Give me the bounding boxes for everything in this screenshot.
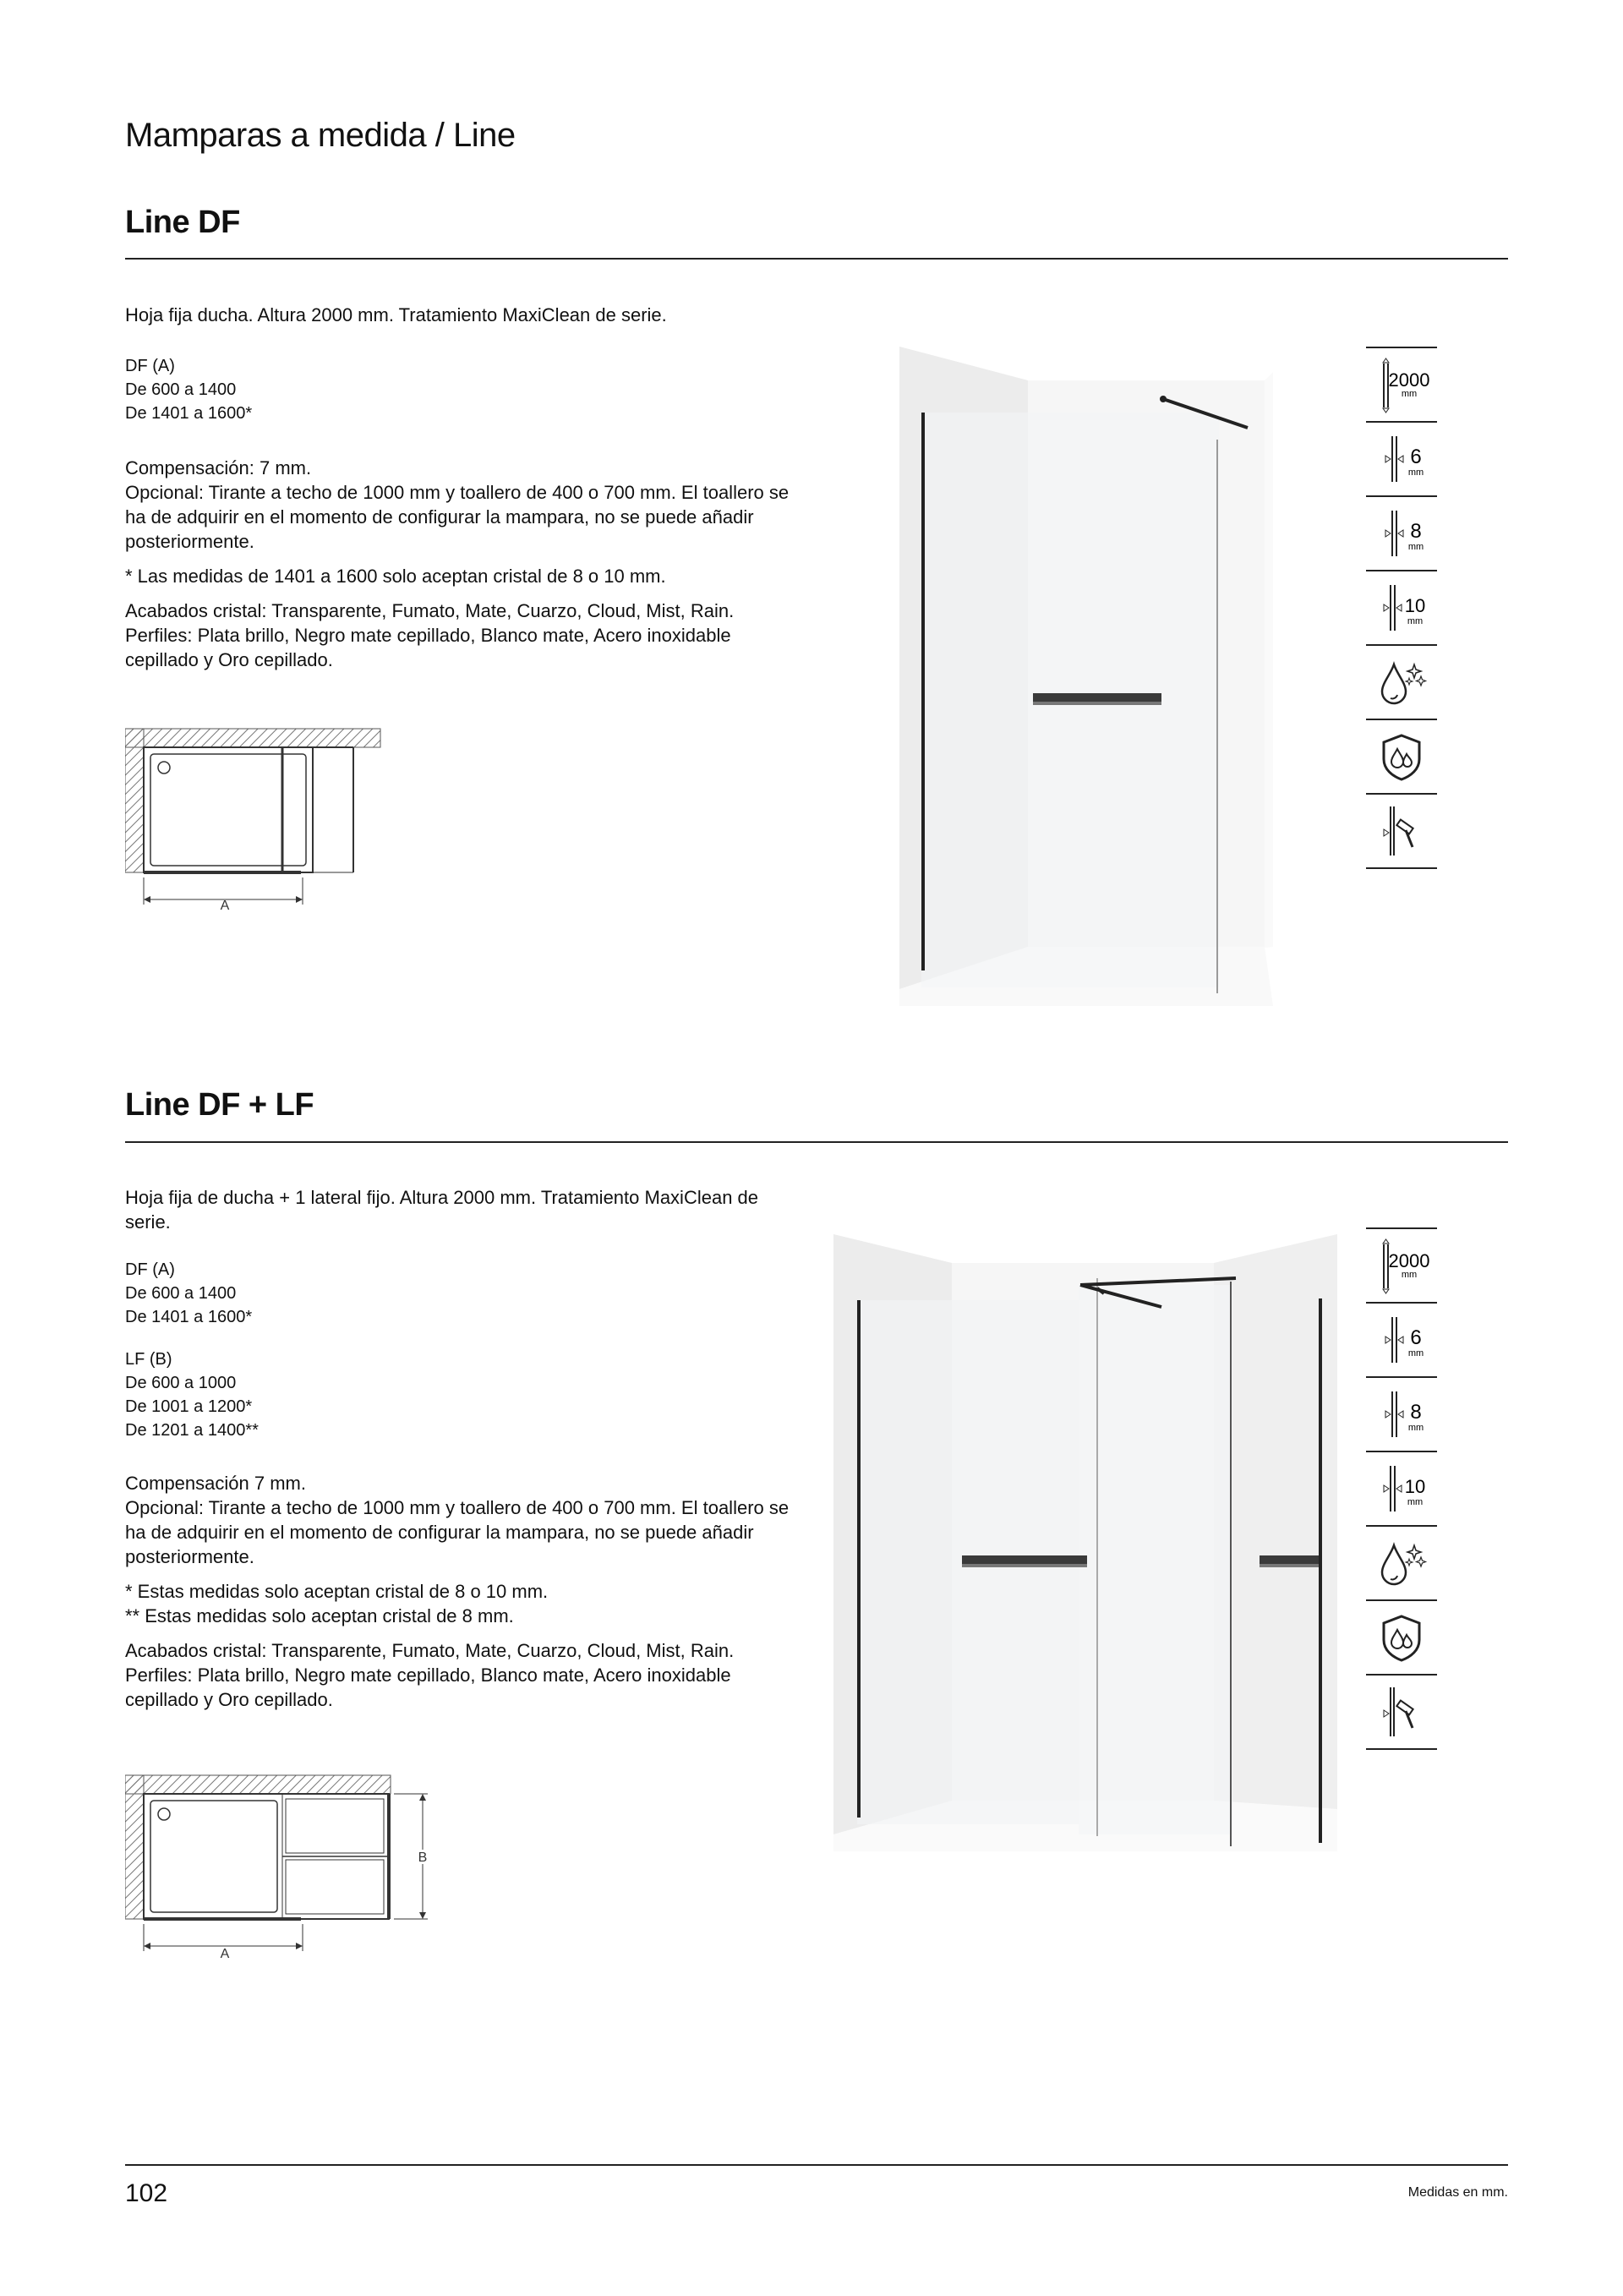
svg-text:mm: mm: [1407, 616, 1424, 626]
glass-thickness-icon-10mm: [1366, 571, 1437, 646]
svg-text:6: 6: [1410, 1326, 1422, 1349]
svg-text:10: 10: [1404, 1476, 1426, 1497]
size-range: De 600 a 1400: [125, 380, 237, 399]
section-title-line-df-lf: Line DF + LF: [125, 1087, 314, 1123]
description: Hoja fija de ducha + 1 lateral fijo. Altura 2000 mm. Tratamiento MaxiClean de serie.: [125, 1187, 759, 1233]
note: ** Estas medidas solo aceptan cristal de 8 mm.: [125, 1605, 514, 1626]
size-range: De 1201 a 1400**: [125, 1421, 259, 1440]
svg-text:mm: mm: [1401, 389, 1418, 399]
size-label: DF (A): [125, 1260, 175, 1279]
optional-text: Opcional: Tirante a techo de 1000 mm y toallero de 400 o 700 mm. El toallero se ha de adquirir en el momento de configurar la mampara, no se puede añadir posteriormente.: [125, 1497, 790, 1567]
easy-clean-icon: [1366, 646, 1437, 720]
glass-thickness-icon-6mm: [1366, 1304, 1437, 1378]
anti-limescale-shield-icon: [1366, 1601, 1437, 1676]
compensation: Compensación: 7 mm.: [125, 457, 312, 478]
svg-text:mm: mm: [1401, 1270, 1418, 1280]
svg-text:mm: mm: [1407, 542, 1424, 552]
height-icon: [1366, 1227, 1437, 1304]
compensation: Compensación 7 mm.: [125, 1473, 306, 1494]
anti-limescale-shield-icon: [1366, 720, 1437, 795]
finishes-profiles: Perfiles: Plata brillo, Negro mate cepillado, Blanco mate, Acero inoxidable cepillado y Oro cepillado.: [125, 1665, 731, 1710]
section-title-line-df: Line DF: [125, 205, 240, 240]
section-divider: [125, 258, 1508, 260]
section-text-line-df: [125, 303, 793, 672]
svg-text:8: 8: [1410, 520, 1422, 543]
glass-thickness-icon-6mm: [1366, 423, 1437, 497]
svg-text:2000: 2000: [1388, 1250, 1430, 1271]
floor-plan-diagram-df: [125, 727, 396, 923]
page-number: 102: [125, 2179, 168, 2207]
dimension-label-a: A: [220, 899, 230, 913]
finishes-glass: Acabados cristal: Transparente, Fumato, Mate, Cuarzo, Cloud, Mist, Rain.: [125, 600, 735, 621]
svg-text:mm: mm: [1407, 1423, 1424, 1433]
page-title: Mamparas a medida / Line: [125, 117, 516, 154]
spec-icon-column: [1366, 347, 1437, 869]
footnote: Medidas en mm.: [1407, 2185, 1508, 2200]
product-photo-line-df: [876, 338, 1281, 1006]
size-range: De 600 a 1400: [125, 1284, 237, 1303]
easy-clean-icon: [1366, 1527, 1437, 1601]
height-icon: [1366, 347, 1437, 423]
size-label: LF (B): [125, 1350, 172, 1369]
size-range: De 600 a 1000: [125, 1374, 237, 1392]
dimension-label-a: A: [220, 1947, 230, 1961]
size-range: De 1401 a 1600*: [125, 404, 253, 423]
svg-text:mm: mm: [1407, 1497, 1424, 1507]
floor-plan-diagram-df-lf: [125, 1774, 446, 1968]
finishes-glass: Acabados cristal: Transparente, Fumato, Mate, Cuarzo, Cloud, Mist, Rain.: [125, 1640, 735, 1661]
svg-text:2000: 2000: [1388, 369, 1430, 391]
description: Hoja fija ducha. Altura 2000 mm. Tratamiento MaxiClean de serie.: [125, 304, 667, 325]
finishes-profiles: Perfiles: Plata brillo, Negro mate cepillado, Blanco mate, Acero inoxidable cepillado y Oro cepillado.: [125, 625, 731, 670]
installation-tool-icon: [1366, 795, 1437, 869]
svg-text:10: 10: [1404, 595, 1426, 616]
optional-text: Opcional: Tirante a techo de 1000 mm y toallero de 400 o 700 mm. El toallero se ha de adquirir en el momento de configurar la mampara, no se puede añadir posteriormente.: [125, 482, 790, 552]
svg-text:mm: mm: [1407, 467, 1424, 478]
footer-divider: [125, 2164, 1508, 2166]
section-divider: [125, 1141, 1508, 1143]
installation-tool-icon: [1366, 1676, 1437, 1750]
note: * Estas medidas solo aceptan cristal de 8 o 10 mm.: [125, 1581, 549, 1602]
glass-thickness-icon-10mm: [1366, 1452, 1437, 1527]
product-photo-line-df-lf: [825, 1226, 1349, 1851]
svg-text:6: 6: [1410, 446, 1422, 468]
note: * Las medidas de 1401 a 1600 solo aceptan cristal de 8 o 10 mm.: [125, 566, 666, 587]
svg-text:mm: mm: [1407, 1348, 1424, 1358]
dimension-label-b: B: [418, 1850, 428, 1865]
section-text-line-df-lf: [125, 1185, 793, 1712]
svg-text:8: 8: [1410, 1401, 1422, 1424]
size-range: De 1001 a 1200*: [125, 1397, 253, 1416]
size-label: DF (A): [125, 357, 175, 375]
glass-thickness-icon-8mm: [1366, 497, 1437, 571]
spec-icon-column: [1366, 1227, 1437, 1750]
size-range: De 1401 a 1600*: [125, 1308, 253, 1326]
glass-thickness-icon-8mm: [1366, 1378, 1437, 1452]
